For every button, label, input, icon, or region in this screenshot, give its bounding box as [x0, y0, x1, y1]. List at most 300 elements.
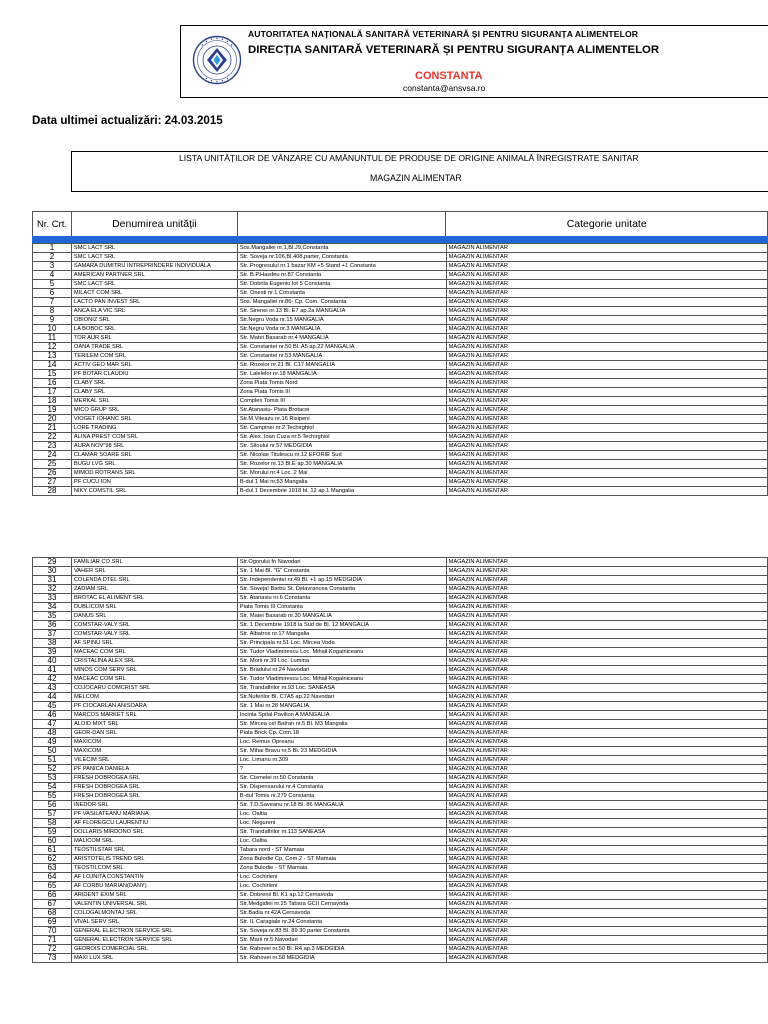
unit-category: MAGAZIN ALIMENTAR — [446, 819, 767, 828]
table-row — [33, 253, 768, 262]
unit-address: Str. Constantei nr.53 MANGALIA — [237, 352, 446, 361]
unit-category: MAGAZIN ALIMENTAR — [446, 684, 767, 693]
unit-name: OBIONIZ SRL — [71, 316, 237, 325]
row-number: 44 — [33, 693, 72, 702]
row-number: 32 — [33, 585, 72, 594]
table-row — [33, 343, 768, 352]
table-row — [33, 828, 768, 837]
table-row — [33, 837, 768, 846]
table-row — [33, 262, 768, 271]
table-row — [33, 325, 768, 334]
table-row — [33, 370, 768, 379]
row-number: 37 — [33, 630, 72, 639]
unit-address: Zona Piata Tomis III — [237, 388, 446, 397]
unit-category: MAGAZIN ALIMENTAR — [446, 747, 767, 756]
table-row — [33, 702, 768, 711]
unit-name: GENERAL ELECTRON SERVICE SRL — [71, 927, 237, 936]
unit-category: MAGAZIN ALIMENTAR — [446, 621, 767, 630]
unit-category: MAGAZIN ALIMENTAR — [446, 666, 767, 675]
table-row — [33, 936, 768, 945]
unit-address: Str.M.Viteazu nr.16 Risipeni — [237, 415, 446, 424]
unit-name: ALOID MIXT SRL — [71, 720, 237, 729]
row-number: 41 — [33, 666, 72, 675]
unit-category: MAGAZIN ALIMENTAR — [446, 567, 767, 576]
unit-address: Str. Nicolae Titulescu nr.12 EFORIE Sud — [237, 451, 446, 460]
unit-category: MAGAZIN ALIMENTAR — [446, 469, 767, 478]
row-number: 25 — [33, 460, 72, 469]
table-row — [33, 720, 768, 729]
row-number: 7 — [33, 298, 72, 307]
unit-name: ZADIAM SRL — [71, 585, 237, 594]
unit-address: Str. Morii nr.39 Loc. Lumina — [237, 657, 446, 666]
unit-address: Piata Tomis III Constanta — [237, 603, 446, 612]
table-row — [33, 855, 768, 864]
row-number: 1 — [33, 244, 72, 253]
unit-address: Str. Soveja nr.83 Bl. 89 30 parter Constanta — [237, 927, 446, 936]
unit-address: B-dul 1 Mai nr.53 Mangalia — [237, 478, 446, 487]
unit-category: MAGAZIN ALIMENTAR — [446, 639, 767, 648]
unit-category: MAGAZIN ALIMENTAR — [446, 442, 767, 451]
unit-category: MAGAZIN ALIMENTAR — [446, 558, 767, 567]
unit-name: MAXICOM — [71, 738, 237, 747]
unit-name: GENERAL ELECTRON SERVICE SRL — [71, 936, 237, 945]
table-row — [33, 756, 768, 765]
table-row — [33, 621, 768, 630]
unit-name: DUBLICOM SRL — [71, 603, 237, 612]
unit-category: MAGAZIN ALIMENTAR — [446, 729, 767, 738]
table-row — [33, 442, 768, 451]
unit-name: MALICOM SRL — [71, 837, 237, 846]
unit-address: Str.Medgidiei nr.25 Tabara GCII Cernavoda — [237, 900, 446, 909]
unit-category: MAGAZIN ALIMENTAR — [446, 954, 767, 963]
unit-name: FRESH DOBROGEA SRL — [71, 774, 237, 783]
row-number: 61 — [33, 846, 72, 855]
table-row — [33, 729, 768, 738]
table-row — [33, 585, 768, 594]
unit-address: Str. Tudor Vladimirescu Loc. Mihail Kogalniceanu — [237, 648, 446, 657]
row-number: 19 — [33, 406, 72, 415]
unit-address: Incinta Spital Pavilion A MANGALIA — [237, 711, 446, 720]
row-number: 38 — [33, 639, 72, 648]
unit-address: Str. Dispensarului nr.4 Constanta — [237, 783, 446, 792]
unit-category: MAGAZIN ALIMENTAR — [446, 864, 767, 873]
row-number: 21 — [33, 424, 72, 433]
unit-name: AF SPINU SRL — [71, 639, 237, 648]
unit-name: INEDOR SRL — [71, 801, 237, 810]
table-row — [33, 415, 768, 424]
row-number: 71 — [33, 936, 72, 945]
unit-address: Str. Sirenei nr.13 Bl. E7 ap.2a MANGALIA — [237, 307, 446, 316]
unit-name: MIMOD ROTRANS SRL — [71, 469, 237, 478]
column-header-name: Denumirea unității — [71, 212, 237, 237]
unit-category: MAGAZIN ALIMENTAR — [446, 460, 767, 469]
table-row — [33, 558, 768, 567]
table-row — [33, 900, 768, 909]
row-number: 46 — [33, 711, 72, 720]
unit-name: COMSTAR-VALY SRL — [71, 621, 237, 630]
unit-address: Loc. Cochirleni — [237, 873, 446, 882]
unit-category: MAGAZIN ALIMENTAR — [446, 334, 767, 343]
unit-category: MAGAZIN ALIMENTAR — [446, 927, 767, 936]
list-subtitle: MAGAZIN ALIMENTAR — [370, 173, 462, 183]
unit-address: Piata Brick Cp. Com.18 — [237, 729, 446, 738]
unit-name: ALINA PREST COM SRL — [71, 433, 237, 442]
table-row — [33, 639, 768, 648]
row-number: 33 — [33, 594, 72, 603]
unit-address: Str. Alex. Ioan Cuza nr.5 Techirghiol — [237, 433, 446, 442]
table-row — [33, 747, 768, 756]
unit-address: Str.Negru Voda nr.3 MANGALIA — [237, 325, 446, 334]
unit-name: LORE TRADING — [71, 424, 237, 433]
unit-address: Str.Badia nr.42A Cernavoda — [237, 909, 446, 918]
row-number: 52 — [33, 765, 72, 774]
unit-name: AF LOJNITA CONSTANTIN — [71, 873, 237, 882]
row-number: 26 — [33, 469, 72, 478]
table-row — [33, 657, 768, 666]
unit-address: Str. 1 Mai nr.28 MANGALIA — [237, 702, 446, 711]
table-row — [33, 684, 768, 693]
unit-name: AURA NOV"98 SRL — [71, 442, 237, 451]
unit-name: SMC LACT SRL — [71, 280, 237, 289]
unit-category: MAGAZIN ALIMENTAR — [446, 397, 767, 406]
unit-address: Str. Atanasiu nr.6 Constanta — [237, 594, 446, 603]
row-number: 43 — [33, 684, 72, 693]
table-row — [33, 648, 768, 657]
unit-category: MAGAZIN ALIMENTAR — [446, 657, 767, 666]
row-number: 58 — [33, 819, 72, 828]
unit-name: TEOSTILCOM SRL — [71, 864, 237, 873]
unit-name: PF VASILATEANU MARIANA — [71, 810, 237, 819]
row-number: 57 — [33, 810, 72, 819]
table-row — [33, 927, 768, 936]
unit-category: MAGAZIN ALIMENTAR — [446, 424, 767, 433]
row-number: 8 — [33, 307, 72, 316]
row-number: 67 — [33, 900, 72, 909]
unit-category: MAGAZIN ALIMENTAR — [446, 603, 767, 612]
units-table-part-2 — [32, 557, 768, 963]
unit-address: Str.Ogorului fn Navodari — [237, 558, 446, 567]
row-number: 14 — [33, 361, 72, 370]
table-row — [33, 361, 768, 370]
unit-category: MAGAZIN ALIMENTAR — [446, 451, 767, 460]
column-header-nr: Nr. Crt. — [33, 212, 72, 237]
unit-address: Complex Tomis III — [237, 397, 446, 406]
unit-name: NIKY COMSTIL SRL — [71, 487, 237, 496]
table-row — [33, 711, 768, 720]
row-number: 2 — [33, 253, 72, 262]
table-row — [33, 882, 768, 891]
table-row — [33, 567, 768, 576]
row-number: 72 — [33, 945, 72, 954]
row-number: 5 — [33, 280, 72, 289]
unit-address: Str. Rahovei nr.58 MEDGIDIA — [237, 954, 446, 963]
row-number: 36 — [33, 621, 72, 630]
unit-name: AF CORBU MARIAN(DANY) — [71, 882, 237, 891]
table-row — [33, 594, 768, 603]
unit-name: DOLLARIS MIRDONO SRL — [71, 828, 237, 837]
unit-category: MAGAZIN ALIMENTAR — [446, 612, 767, 621]
unit-name: MACEAC COM SRL — [71, 675, 237, 684]
table-row — [33, 774, 768, 783]
unit-category: MAGAZIN ALIMENTAR — [446, 244, 767, 253]
unit-category: MAGAZIN ALIMENTAR — [446, 298, 767, 307]
unit-address: Str.Negru Voda nr.15 MANGALIA — [237, 316, 446, 325]
unit-name: OANA TRADE SRL — [71, 343, 237, 352]
unit-name: SMC LACT SRL — [71, 244, 237, 253]
column-header-address — [237, 212, 446, 237]
unit-name: ANCA ELA VIC SRL — [71, 307, 237, 316]
unit-name: MAXI LUX SRL — [71, 954, 237, 963]
last-update-label: Data ultimei actualizări: 24.03.2015 — [32, 114, 223, 127]
unit-address: Str. Campinei nr.2 Techirghiol — [237, 424, 446, 433]
row-number: 54 — [33, 783, 72, 792]
unit-name: VIOGET IOHANC SRL — [71, 415, 237, 424]
row-number: 11 — [33, 334, 72, 343]
unit-address: B-dul Tomis nr.279 Constanta — [237, 792, 446, 801]
unit-address: Zona Bulodie - ST Mamaia — [237, 864, 446, 873]
unit-category: MAGAZIN ALIMENTAR — [446, 487, 767, 496]
unit-address: Str. Matei Basarab nr.30 MANGALIA — [237, 612, 446, 621]
row-number: 42 — [33, 675, 72, 684]
unit-category: MAGAZIN ALIMENTAR — [446, 882, 767, 891]
unit-name: TERILEM COM SRL — [71, 352, 237, 361]
unit-address: Str. 1 Decembrie 1918 la Sud de Bl. 12 MANGALIA — [237, 621, 446, 630]
unit-address: Str. IL Caragiale nr.24 Constanta — [237, 918, 446, 927]
unit-category: MAGAZIN ALIMENTAR — [446, 594, 767, 603]
table-row — [33, 819, 768, 828]
row-number: 30 — [33, 567, 72, 576]
table-row — [33, 954, 768, 963]
row-number: 49 — [33, 738, 72, 747]
unit-category: MAGAZIN ALIMENTAR — [446, 675, 767, 684]
unit-category: MAGAZIN ALIMENTAR — [446, 361, 767, 370]
table-row — [33, 765, 768, 774]
row-number: 73 — [33, 954, 72, 963]
unit-category: MAGAZIN ALIMENTAR — [446, 936, 767, 945]
row-number: 40 — [33, 657, 72, 666]
unit-name: GEDR-DAN SRL — [71, 729, 237, 738]
unit-address: Str. Morului nr.4 Loc. 2 Mai — [237, 469, 446, 478]
unit-category: MAGAZIN ALIMENTAR — [446, 648, 767, 657]
table-row — [33, 945, 768, 954]
row-number: 64 — [33, 873, 72, 882]
unit-category: MAGAZIN ALIMENTAR — [446, 280, 767, 289]
unit-address: Str. Soveja nr.106,Bl.408,parter, Constanta — [237, 253, 446, 262]
unit-name: MACEAC COM SRL — [71, 648, 237, 657]
table-row — [33, 379, 768, 388]
row-number: 51 — [33, 756, 72, 765]
table-row — [33, 603, 768, 612]
table-row — [33, 693, 768, 702]
unit-name: CLABY SRL — [71, 379, 237, 388]
table-row — [33, 307, 768, 316]
unit-address: Loc. Limanu nr.309 — [237, 756, 446, 765]
unit-category: MAGAZIN ALIMENTAR — [446, 711, 767, 720]
unit-address: Loc. Remus Opreanu — [237, 738, 446, 747]
unit-category: MAGAZIN ALIMENTAR — [446, 271, 767, 280]
unit-name: GEDROIS COMERCIAL SRL — [71, 945, 237, 954]
unit-name: ARIDENT EXIM SRL — [71, 891, 237, 900]
unit-name: FRESH DOBROGEA SRL — [71, 783, 237, 792]
unit-name: MAXICOM — [71, 747, 237, 756]
unit-address: Str. Matei Basarab nr.4 MANGALIA — [237, 334, 446, 343]
unit-address: Str. B.P.Hasdeu nr.87 Constanta — [237, 271, 446, 280]
unit-address: Str. Mircea cel Batran nr.5 Bl. M3 Mangalia — [237, 720, 446, 729]
unit-category: MAGAZIN ALIMENTAR — [446, 343, 767, 352]
unit-address: Tabara nord - ST Mamaia — [237, 846, 446, 855]
unit-address: Str. Dobrenii Bl. K1 ap.12 Cernavoda — [237, 891, 446, 900]
table-row — [33, 792, 768, 801]
row-number: 29 — [33, 558, 72, 567]
row-number: 3 — [33, 262, 72, 271]
unit-category: MAGAZIN ALIMENTAR — [446, 765, 767, 774]
row-number: 59 — [33, 828, 72, 837]
units-table-part-1 — [32, 243, 768, 496]
unit-address: Str. Cismelei nr.50 Constanta — [237, 774, 446, 783]
unit-address: Str. Rahovei nr.50 Bl. R4 ap.3 MEDGIDIA — [237, 945, 446, 954]
unit-name: LA BOBOC SRL — [71, 325, 237, 334]
row-number: 16 — [33, 379, 72, 388]
unit-address: Str. T.D.Saveanu nr.18 Bl. 86 MANGALIA — [237, 801, 446, 810]
row-number: 66 — [33, 891, 72, 900]
unit-address: Str. Trandafirilor nr.113 SANEASA — [237, 828, 446, 837]
table-row — [33, 388, 768, 397]
ansvsa-logo — [192, 33, 242, 87]
unit-category: MAGAZIN ALIMENTAR — [446, 873, 767, 882]
unit-address: Str. 1 Mai Bl. "G" Constanta — [237, 567, 446, 576]
unit-category: MAGAZIN ALIMENTAR — [446, 289, 767, 298]
row-number: 50 — [33, 747, 72, 756]
table-row — [33, 909, 768, 918]
unit-category: MAGAZIN ALIMENTAR — [446, 253, 767, 262]
unit-address: Sos.Mangaliei nr.1,Bl.J9,Constanta — [237, 244, 446, 253]
row-number: 62 — [33, 855, 72, 864]
unit-address: Str.Atanasiu- Piata Brotacei — [237, 406, 446, 415]
row-number: 9 — [33, 316, 72, 325]
unit-category: MAGAZIN ALIMENTAR — [446, 900, 767, 909]
unit-name: BROTAC EL ALIMENT SRL — [71, 594, 237, 603]
unit-category: MAGAZIN ALIMENTAR — [446, 792, 767, 801]
table-row — [33, 846, 768, 855]
unit-category: MAGAZIN ALIMENTAR — [446, 774, 767, 783]
table-row — [33, 576, 768, 585]
row-number: 68 — [33, 909, 72, 918]
unit-category: MAGAZIN ALIMENTAR — [446, 630, 767, 639]
unit-address: Str.Nuferilor Bl. C7A5 ap.22 Navodari — [237, 693, 446, 702]
unit-category: MAGAZIN ALIMENTAR — [446, 810, 767, 819]
unit-category: MAGAZIN ALIMENTAR — [446, 693, 767, 702]
unit-category: MAGAZIN ALIMENTAR — [446, 945, 767, 954]
row-number: 20 — [33, 415, 72, 424]
table-row — [33, 738, 768, 747]
unit-address: Str. Progresului nr.1 bazar KM +5 Stand +1 Constanta — [237, 262, 446, 271]
row-number: 6 — [33, 289, 72, 298]
table-row — [33, 873, 768, 882]
unit-address: ? — [237, 765, 446, 774]
unit-address: Str. Albatros nr.17 Mangalia — [237, 630, 446, 639]
table-row — [33, 244, 768, 253]
table-row — [33, 433, 768, 442]
row-number: 39 — [33, 648, 72, 657]
table-row — [33, 630, 768, 639]
contact-email: constanta@ansvsa.ro — [403, 83, 486, 93]
table-row — [33, 316, 768, 325]
unit-category: MAGAZIN ALIMENTAR — [446, 783, 767, 792]
row-number: 18 — [33, 397, 72, 406]
row-number: 70 — [33, 927, 72, 936]
direction-name: DIRECȚIA SANITARĂ VETERINARĂ ȘI PENTRU SIGURANȚA ALIMENTELOR — [248, 44, 660, 56]
unit-name: MARCOS MARKET SRL — [71, 711, 237, 720]
row-number: 65 — [33, 882, 72, 891]
table-row — [33, 918, 768, 927]
unit-name: FRESH DOBROGEA SRL — [71, 792, 237, 801]
table-row — [33, 469, 768, 478]
header-separator-band — [32, 236, 768, 243]
unit-name: AMERICAN PARTNER SRL — [71, 271, 237, 280]
table-row — [33, 478, 768, 487]
unit-name: CRISTALINA ALEX SRL — [71, 657, 237, 666]
row-number: 28 — [33, 487, 72, 496]
unit-category: MAGAZIN ALIMENTAR — [446, 307, 767, 316]
unit-name: DANUS SRL — [71, 612, 237, 621]
unit-address: Str. Principala nr.51 Loc. Mircea Voda — [237, 639, 446, 648]
unit-name: TOR AUR SRL — [71, 334, 237, 343]
unit-category: MAGAZIN ALIMENTAR — [446, 720, 767, 729]
unit-category: MAGAZIN ALIMENTAR — [446, 909, 767, 918]
unit-category: MAGAZIN ALIMENTAR — [446, 756, 767, 765]
row-number: 45 — [33, 702, 72, 711]
unit-category: MAGAZIN ALIMENTAR — [446, 316, 767, 325]
unit-address: Str. Constantei nr.50 Bl. A5 ap.22 MANGALIA — [237, 343, 446, 352]
unit-name: VAHER SRL — [71, 567, 237, 576]
row-number: 31 — [33, 576, 72, 585]
unit-address: Str. Trandafirilor nr.93 Loc. SANEASA — [237, 684, 446, 693]
table-row — [33, 612, 768, 621]
unit-name: MINOS COM SERV SRL — [71, 666, 237, 675]
row-number: 63 — [33, 864, 72, 873]
unit-name: AF FLOREGCU LAURENTIU — [71, 819, 237, 828]
unit-address: Zona Piata Tomis Nord — [237, 379, 446, 388]
table-header — [32, 211, 768, 237]
unit-name: ACTIV GEO MAR SRL — [71, 361, 237, 370]
unit-address: Sos. Mangaliei nr.86- Cp. Com. Constanta — [237, 298, 446, 307]
row-number: 24 — [33, 451, 72, 460]
unit-name: VALENTIN UNIVERSAL SRL — [71, 900, 237, 909]
row-number: 15 — [33, 370, 72, 379]
table-row — [33, 334, 768, 343]
unit-address: Str. Independentei nr.49 Bl. +1 ap.15 MEDGIDIA — [237, 576, 446, 585]
row-number: 23 — [33, 442, 72, 451]
unit-category: MAGAZIN ALIMENTAR — [446, 352, 767, 361]
unit-address: Str. Rozelor nr.13 Bl.E ap.30 MANGALIA — [237, 460, 446, 469]
unit-category: MAGAZIN ALIMENTAR — [446, 433, 767, 442]
unit-name: VILECIM SRL — [71, 756, 237, 765]
unit-name: FAMILIAR CO SRL — [71, 558, 237, 567]
table-row — [33, 406, 768, 415]
table-row — [33, 298, 768, 307]
unit-name: PF CUCU ION — [71, 478, 237, 487]
unit-address: Str. Bradului nr.24 Navodari — [237, 666, 446, 675]
unit-name: COLENDA DTEL SRL — [71, 576, 237, 585]
unit-category: MAGAZIN ALIMENTAR — [446, 855, 767, 864]
unit-address: Loc. Negureni — [237, 819, 446, 828]
row-number: 53 — [33, 774, 72, 783]
row-number: 22 — [33, 433, 72, 442]
unit-address: Str. Siloului nr.57 MEDGIDIA — [237, 442, 446, 451]
unit-address: Str. Soveja! Barbu St. Delavrancea Constanta — [237, 585, 446, 594]
table-row — [33, 487, 768, 496]
table-row — [33, 810, 768, 819]
